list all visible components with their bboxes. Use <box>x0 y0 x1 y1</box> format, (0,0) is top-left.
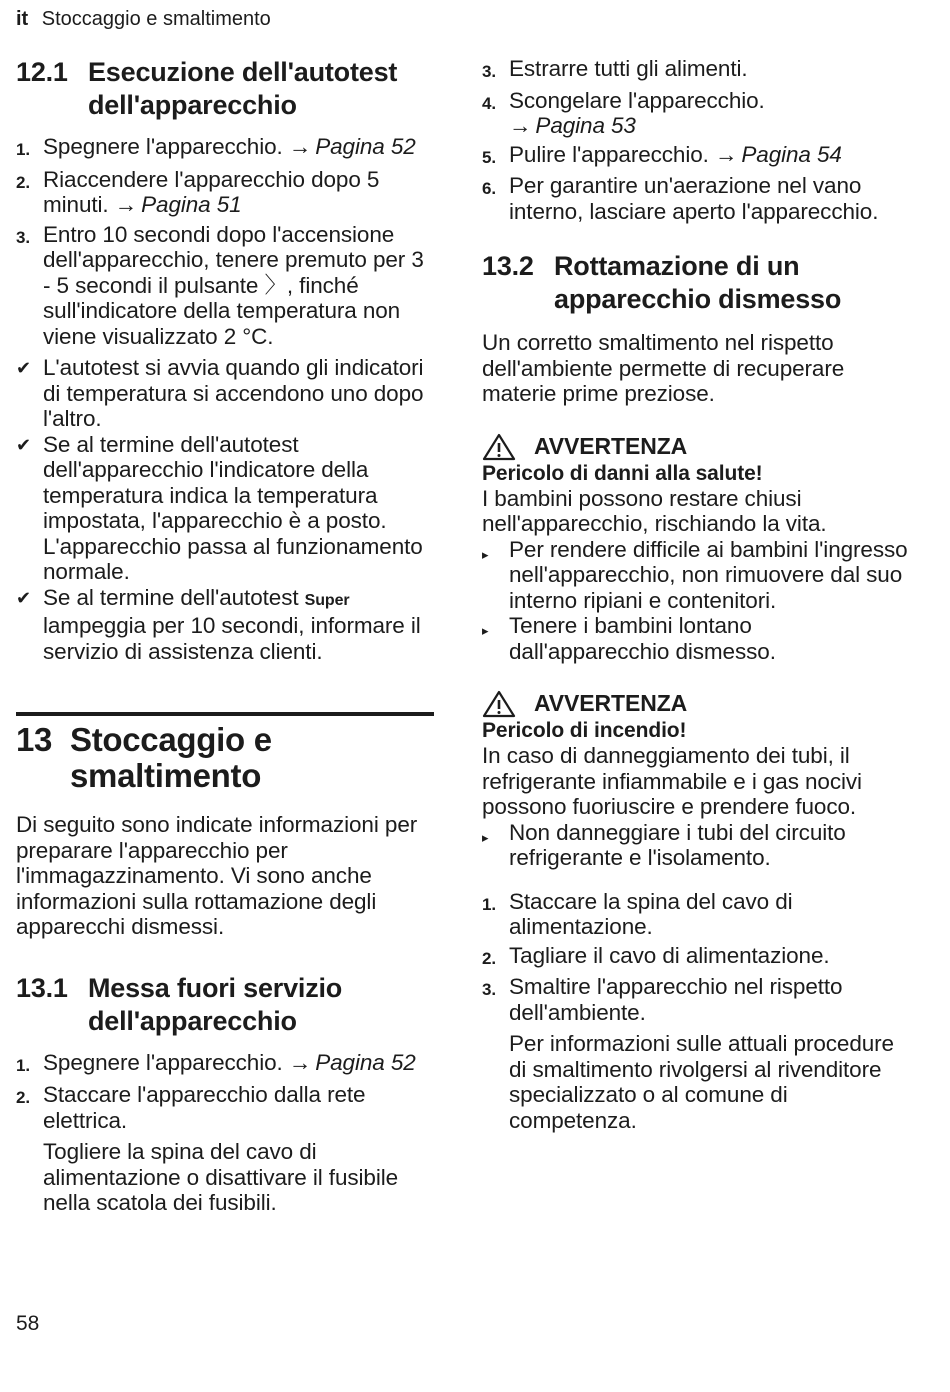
page-reference-link[interactable]: Pagina 54 <box>741 141 842 167</box>
list-item <box>16 355 436 432</box>
arrow-right-icon: → <box>509 113 532 138</box>
list-item <box>16 134 436 163</box>
step-number: 2. <box>16 172 30 192</box>
step-note: Togliere la spina del cavo di alimentazione o disattivare il fusibile nella scatola dei fusibili. <box>43 1139 399 1215</box>
result-text: Se al termine dell'autotest dell'apparecchio l'indicatore della temperatura indica la temperatura impostata, l'apparecchio è a posto. L'apparecchio passa al funzionamento normale. <box>43 431 423 584</box>
step-number: 2. <box>482 948 496 968</box>
check-icon: ✔ <box>16 587 31 608</box>
list-item <box>482 820 912 871</box>
left-column <box>16 56 436 1216</box>
section-13-2-heading <box>482 250 912 316</box>
triangle-bullet-icon: ▸ <box>482 623 489 638</box>
section-number: 13.1 <box>16 972 68 1003</box>
super-display-label: Super <box>304 591 350 609</box>
step-number: 1. <box>482 894 496 914</box>
warning-triangle-icon <box>482 433 516 461</box>
warning-box <box>482 433 912 665</box>
section-13-1-steps-continued <box>482 56 912 224</box>
arrow-right-icon: → <box>114 192 138 217</box>
result-text: L'autotest si avvia quando gli indicatori di temperatura si accendono uno dopo l'altro. <box>43 355 424 431</box>
triangle-bullet-icon: ▸ <box>482 546 489 562</box>
section-13-2-intro: Un corretto smaltimento nel rispetto dell'ambiente permette di recuperare materie prime preziose. <box>482 330 845 406</box>
step-number: 2. <box>16 1088 30 1107</box>
list-item <box>16 585 436 665</box>
triangle-bullet-icon: ▸ <box>482 829 489 845</box>
step-text: Smaltire l'apparecchio nel rispetto dell'ambiente. <box>509 974 843 1025</box>
action-text: Tenere i bambini lontano dall'apparecchio dismesso. <box>509 613 776 664</box>
action-text: Per rendere difficile ai bambini l'ingresso nell'apparecchio, non rimuovere dal suo interno ripiani e contenitori. <box>509 536 908 613</box>
page-reference-link[interactable]: Pagina 52 <box>315 134 416 159</box>
step-text: Riaccendere l'apparecchio dopo 5 minuti. <box>43 166 380 217</box>
step-number: 3. <box>482 62 496 81</box>
step-note: Per informazioni sulle attuali procedure di smaltimento rivolgersi al rivenditore specializzato o al comune di competenza. <box>509 1031 894 1133</box>
section-13-1-heading <box>16 972 436 1038</box>
page-header <box>16 8 271 31</box>
section-number: 12.1 <box>16 57 68 87</box>
step-text: Estrarre tutti gli alimenti. <box>509 56 748 81</box>
warning-subtitle: Pericolo di incendio! <box>482 719 687 742</box>
warning-actions <box>482 537 912 665</box>
list-item <box>482 943 912 972</box>
warning-subtitle: Pericolo di danni alla salute! <box>482 461 763 485</box>
section-title: Rottamazione di un apparecchio dismesso <box>554 251 842 314</box>
arrow-right-icon: → <box>288 134 312 159</box>
section-number: 13 <box>16 721 53 758</box>
language-code: it <box>16 8 29 30</box>
list-item <box>16 1082 436 1133</box>
page-reference-link[interactable]: Pagina 53 <box>535 113 636 138</box>
section-title: Esecuzione dell'autotest dell'apparecchio <box>88 57 398 120</box>
warning-text: I bambini possono restare chiusi nell'apparecchio, rischiando la vita. <box>482 485 827 536</box>
section-title: Messa fuori servizio dell'apparecchio <box>88 972 343 1036</box>
result-text: lampeggia per 10 secondi, informare il servizio di assistenza clienti. <box>43 613 421 664</box>
header-section-title: Stoccaggio e smaltimento <box>41 8 271 30</box>
warning-triangle-icon <box>482 690 516 718</box>
check-icon: ✔ <box>16 358 31 378</box>
list-item <box>482 56 912 85</box>
warning-text: In caso di danneggiamento dei tubi, il refrigerante infiammabile e i gas nocivi possono fuoriuscire e prendere fuoco. <box>482 743 862 819</box>
list-item <box>16 167 436 218</box>
step-number: 6. <box>482 179 496 198</box>
section-12-1-heading <box>16 56 436 122</box>
section-divider <box>16 712 434 716</box>
warning-label: AVVERTENZA <box>534 690 688 717</box>
warning-box <box>482 690 912 871</box>
action-text: Non danneggiare i tubi del circuito refrigerante e l'isolamento. <box>509 819 846 870</box>
step-number: 4. <box>482 93 496 113</box>
step-text: Tagliare il cavo di alimentazione. <box>509 942 830 968</box>
step-number: 1. <box>16 1055 30 1075</box>
list-item <box>482 173 912 224</box>
step-text: Scongelare l'apparecchio. <box>509 87 765 113</box>
warning-label: AVVERTENZA <box>534 432 688 459</box>
page-reference-link[interactable]: Pagina 51 <box>141 192 242 217</box>
list-item <box>16 432 436 585</box>
list-item <box>16 1050 436 1079</box>
arrow-right-icon: → <box>288 1049 312 1075</box>
warning-header <box>482 690 912 718</box>
right-column <box>482 56 912 1133</box>
result-text: Se al termine dell'autotest <box>43 584 299 610</box>
section-number: 13.2 <box>482 251 534 281</box>
step-text: Entro 10 secondi dopo l'accensione dell'apparecchio, tenere premuto per 3 - 5 secondi il pulsante 〉, finché sull'indicatore della temperatura non viene visualizzato 2 °C. <box>43 221 424 349</box>
section-13-intro: Di seguito sono indicate informazioni per preparare l'apparecchio per l'immagazzinamento. Vi sono anche informazioni sulla rottamazione degli apparecchi dismessi. <box>16 812 418 939</box>
page-reference-link[interactable]: Pagina 52 <box>315 1049 416 1075</box>
step-number: 5. <box>482 147 496 167</box>
section-13-2-steps <box>482 889 912 1026</box>
step-text: Spegnere l'apparecchio. <box>43 134 283 159</box>
step-text: Pulire l'apparecchio. <box>509 141 709 167</box>
list-item <box>482 88 912 139</box>
section-13-1-steps <box>16 1050 436 1134</box>
arrow-right-icon: → <box>714 141 738 167</box>
section-13-heading <box>16 722 436 794</box>
step-text: Staccare l'apparecchio dalla rete elettrica. <box>43 1082 366 1133</box>
list-item <box>482 613 912 664</box>
section-12-1-results <box>16 355 436 664</box>
list-item <box>482 142 912 171</box>
check-icon: ✔ <box>16 434 31 455</box>
warning-header <box>482 433 912 461</box>
step-number: 3. <box>482 980 496 999</box>
step-number: 3. <box>16 227 30 247</box>
list-item <box>482 889 912 940</box>
list-item <box>482 537 912 614</box>
list-item <box>16 222 436 350</box>
step-text: Spegnere l'apparecchio. <box>43 1049 283 1075</box>
list-item <box>482 974 912 1025</box>
step-text: Per garantire un'aerazione nel vano interno, lasciare aperto l'apparecchio. <box>509 173 879 224</box>
page-number: 58 <box>16 1312 40 1335</box>
step-number: 1. <box>16 140 30 159</box>
step-text: Staccare la spina del cavo di alimentazione. <box>509 888 793 939</box>
warning-actions <box>482 820 912 871</box>
section-12-1-steps <box>16 134 436 349</box>
section-title: Stoccaggio e smaltimento <box>70 721 272 794</box>
